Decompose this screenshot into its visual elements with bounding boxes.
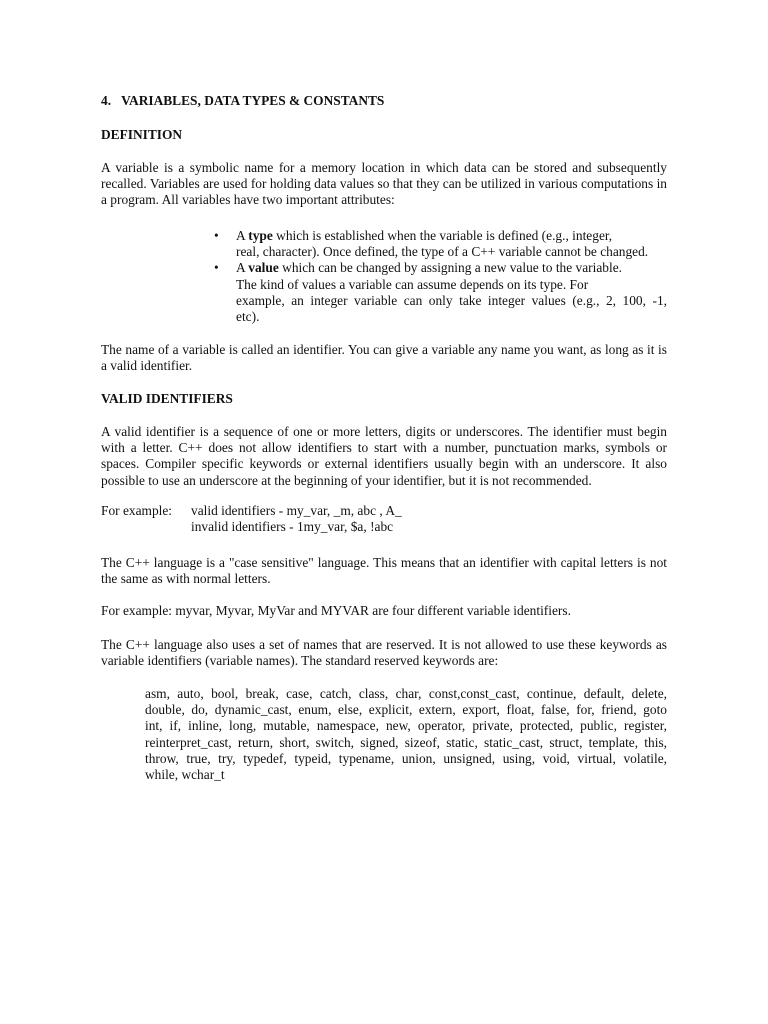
case-example: For example: myvar, Myvar, MyVar and MYVAR are four different variable identifiers. [101,603,571,618]
valid-identifiers-line: valid identifiers - my_var, _m, abc , A_ [191,503,402,518]
attribute-type-item: • A type which is established when the variable is defined (e.g., integer, real, character). Once defined, the type of a C++ variable cannot be changed. [214,228,649,260]
valid-identifiers-heading: VALID IDENTIFIERS [101,391,233,406]
keywords-line: throw, true, try, typedef, typeid, typename, union, unsigned, using, void, virtual, volatile, [145,750,667,766]
identifier-note: The name of a variable is called an identifier. You can give a variable any name you want, as long as it is a valid identifier. [101,342,667,374]
bullet-icon: • [214,260,219,276]
keywords-line: int, if, inline, long, mutable, namespace, new, operator, private, protected, public, register, [145,718,667,734]
value-term: value [248,260,279,276]
keywords-line: double, do, dynamic_cast, enum, else, explicit, extern, export, float, false, for, friend, goto [145,702,667,718]
attribute-list [214,228,667,325]
valid-identifiers-paragraph: A valid identifier is a sequence of one or more letters, digits or underscores. The identifier must begin with a letter. C++ does not allow identifiers to start with a number, punctuation marks, symbols or spaces. Compiler specific keywords or external identifiers usually begin with an underscore. It also possible to use an underscore at the beginning of your identifier, but it is not recommended. [101,424,667,488]
definition-heading: DEFINITION [101,127,183,142]
type-term: type [248,228,273,243]
keywords-line: asm, auto, bool, break, case, catch, class, char, const,const_cast, continue, default, delete, [145,686,667,701]
attribute-value-item: • A value which can be changed by assigning a new value to the variable. The kind of values a variable can assume depends on its type. For example, an integer variable can only take integer values (e.g., 2, 100, -1, etc). [214,260,667,325]
definition-paragraph: A variable is a symbolic name for a memory location in which data can be stored and subsequently recalled. Variables are used for holding data values so that they can be utilized in various computations in a program. All variables have two important attributes: [101,160,667,208]
section-title: 4. VARIABLES, DATA TYPES & CONSTANTS [101,93,385,108]
example-label: For example: [101,503,173,518]
reserved-keywords-list [145,686,667,783]
case-sensitive-paragraph: The C++ language is a "case sensitive" language. This means that an identifier with capital letters is not the same as with normal letters. [101,555,667,587]
reserved-intro: The C++ language also uses a set of names that are reserved. It is not allowed to use these keywords as variable identifiers (variable names). The standard reserved keywords are: [101,637,667,669]
keywords-line: while, wchar_t [145,767,225,783]
bullet-icon: • [214,228,219,243]
keywords-line: reinterpret_cast, return, short, switch, signed, sizeof, static, static_cast, struct, template, this, [145,734,667,750]
invalid-identifiers-line: invalid identifiers - 1my_var, $a, !abc [191,519,394,535]
